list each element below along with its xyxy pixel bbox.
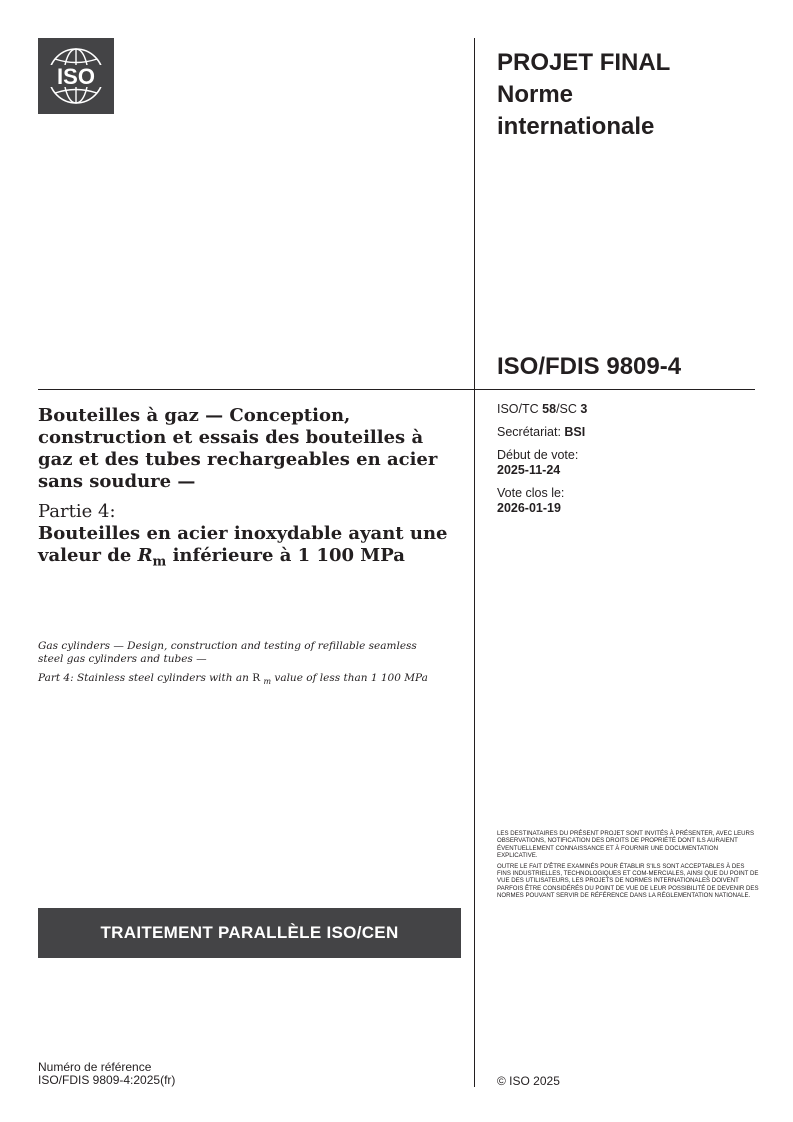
recipients-notice [497, 830, 759, 900]
main-title: Bouteilles à gaz — Conception, construction et essais des bouteilles à gaz et des tubes rechargeables en acier sans soudure — [38, 405, 438, 492]
copyright: © ISO 2025 [497, 1074, 560, 1088]
english-title [38, 640, 438, 688]
horizontal-divider [38, 389, 755, 390]
committee-sc: 3 [580, 402, 588, 416]
secretariat-line [497, 425, 587, 440]
committee-info [497, 402, 587, 524]
notice-paragraph-2: OUTRE LE FAIT D'ÊTRE EXAMINÉS POUR ÉTABLIR S'ILS SONT ACCEPTABLES À DES FINS INDUSTRIELLES, TECHNOLOGIQUES ET COM-MERCIALES, AINSI QUE DU POINT DE VUE DES UTILISATEURS, LES PROJETS DE NORMES INTERNATIONALES DOIVENT PARFOIS ÊTRE CONSIDÉRÉS DU POINT DE VUE DE LEUR POSSIBILITÉ DE DEVENIR DES NORMES POUVANT SERVIR DE RÉFÉRENCE DANS LA RÉGLEMENTATION NATIONALE. [497, 862, 759, 900]
secretariat-value: BSI [564, 425, 586, 439]
part-label: Partie 4: [38, 501, 116, 522]
vote-start [497, 448, 587, 478]
french-title [38, 405, 458, 574]
vertical-divider [474, 38, 475, 1087]
vote-start-date: 2025-11-24 [497, 463, 561, 477]
committee-prefix: ISO/TC [497, 402, 543, 416]
committee-mid: /SC [556, 402, 581, 416]
part-title [38, 523, 458, 574]
reference-label: Numéro de référence [38, 1060, 152, 1074]
vote-start-label: Début de vote: [497, 448, 579, 462]
committee-tc: 58 [542, 402, 557, 416]
english-part-symbol: R [252, 672, 261, 684]
globe-icon [38, 38, 114, 114]
vote-end-label: Vote clos le: [497, 486, 565, 500]
english-part-pre: Part 4: Stainless steel cylinders with an [38, 672, 253, 684]
standard-number: ISO/FDIS 9809-4 [497, 353, 682, 380]
part-title-post: inférieure à 1 100 MPa [166, 545, 405, 566]
english-main-title: Gas cylinders — Design, construction and testing of refillable seamless steel gas cylinders and tubes — [38, 640, 417, 665]
iso-logo [38, 38, 114, 114]
vote-end [497, 486, 587, 516]
secretariat-label: Secrétariat: [497, 425, 565, 439]
parallel-processing-banner [38, 908, 461, 958]
part-symbol: R [137, 545, 153, 566]
vote-end-date: 2026-01-19 [497, 501, 561, 515]
document-status [497, 47, 670, 143]
banner-text: TRAITEMENT PARALLÈLE ISO/CEN [100, 923, 399, 942]
part-title-pre: Bouteilles en acier inoxydable ayant une valeur de [38, 523, 448, 566]
english-part-title [38, 672, 438, 688]
part-subscript: m [152, 554, 167, 570]
english-part-subscript: m [263, 677, 272, 687]
logo-text: ISO [57, 64, 95, 89]
committee-line [497, 402, 587, 417]
status-line-1: PROJET FINAL [497, 49, 671, 76]
english-part-post: value of less than 1 100 MPa [271, 672, 428, 684]
reference-value: ISO/FDIS 9809-4:2025(fr) [38, 1073, 176, 1087]
status-line-3: internationale [497, 113, 655, 140]
notice-paragraph-1: LES DESTINATAIRES DU PRÉSENT PROJET SONT INVITÉS À PRÉSENTER, AVEC LEURS OBSERVATIONS, NOTIFICATION DES DROITS DE PROPRIÉTÉ DONT ILS AURAIENT ÉVENTUELLEMENT CONNAISSANCE ET À FOURNIR UNE DOCUMENTATION EXPLICATIVE. [497, 830, 755, 860]
reference-number [38, 1061, 175, 1087]
status-line-2: Norme [497, 81, 574, 108]
